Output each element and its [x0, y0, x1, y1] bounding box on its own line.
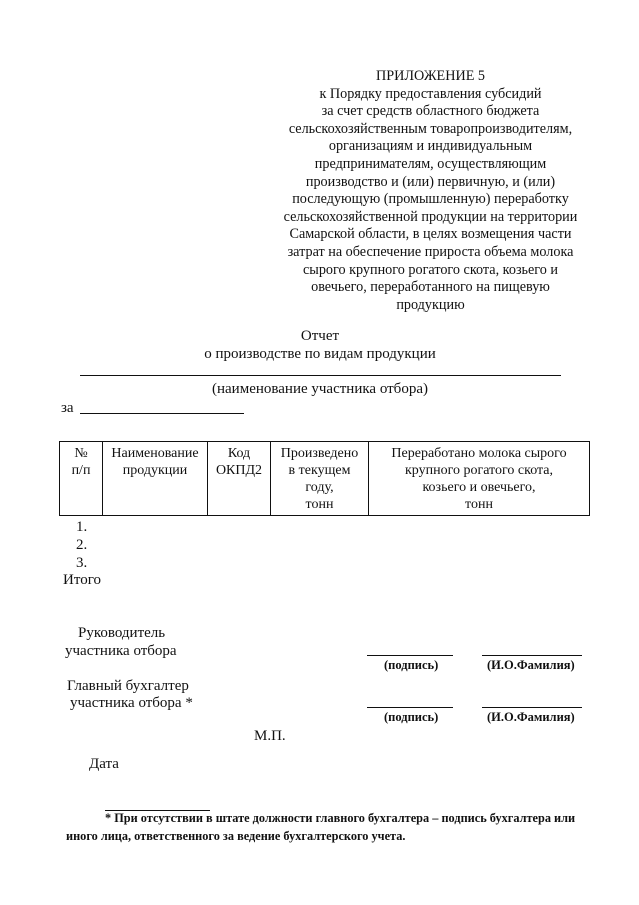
- appendix-line: сельскохозяйственным товаропроизводителям,: [288, 120, 573, 137]
- appendix-line: продукцию: [396, 296, 465, 313]
- name-caption: (И.О.Фамилия): [487, 658, 575, 672]
- signature-caption: (подпись): [384, 658, 439, 672]
- appendix-line: Самарской области, в целях возмещения части: [289, 226, 572, 243]
- header-text: крупного рогатого скота,: [404, 463, 554, 478]
- header-cell-produced: [271, 442, 369, 516]
- header-text: тонн: [465, 497, 493, 512]
- header-text: ОКПД2: [215, 463, 263, 478]
- header-text: продукции: [122, 463, 188, 478]
- list-item: 2.: [76, 537, 88, 553]
- signature-caption: (подпись): [384, 710, 439, 724]
- appendix-line: овечьего, переработанного на пищевую: [311, 279, 550, 296]
- accountant-name-line: [482, 707, 582, 708]
- footnote-line: иного лица, ответственного за ведение бухгалтерского учета.: [66, 829, 406, 843]
- list-item: 1.: [76, 519, 88, 535]
- participant-name-line: [80, 375, 561, 376]
- header-text: году,: [305, 480, 334, 495]
- header-cell-product-name: [103, 442, 208, 516]
- header-text: Переработано молока сырого: [391, 446, 567, 461]
- appendix-line: сырого крупного рогатого скота, козьего и: [302, 261, 559, 278]
- header-text: п/п: [71, 463, 91, 478]
- appendix-title: ПРИЛОЖЕНИЕ 5: [375, 68, 486, 84]
- total-label: Итого: [63, 572, 101, 588]
- seal-label: М.П.: [254, 728, 286, 744]
- header-text: Произведено: [280, 446, 359, 461]
- footnote-line: * При отсутствии в штате должности главного бухгалтера – подпись бухгалтера или: [105, 811, 576, 825]
- appendix-line: последующую (промышленную) переработку: [292, 191, 569, 208]
- name-caption: (И.О.Фамилия): [487, 710, 575, 724]
- appendix-header: [258, 68, 603, 314]
- period-line: [80, 413, 244, 414]
- appendix-line: за счет средств областного бюджета: [321, 103, 540, 120]
- header-cell-number: [60, 442, 103, 516]
- header-cell-okpd2-code: [208, 442, 271, 516]
- appendix-line: затрат на обеспечение прироста объема молока: [287, 243, 574, 260]
- header-text: Наименование: [111, 446, 199, 461]
- report-subtitle: о производстве по видам продукции: [204, 346, 436, 362]
- appendix-line: производство и (или) первичную, и (или): [305, 173, 556, 190]
- header-text: тонн: [305, 497, 334, 512]
- accountant-label: Главный бухгалтер: [67, 678, 189, 694]
- participant-caption: (наименование участника отбора): [212, 381, 428, 397]
- header-text: Код: [227, 446, 251, 461]
- head-label: участника отбора: [65, 643, 177, 659]
- list-item: 3.: [76, 555, 88, 571]
- appendix-line: предпринимателям, осуществляющим: [314, 155, 547, 172]
- header-text: козьего и овечьего,: [422, 480, 536, 495]
- head-name-line: [482, 655, 582, 656]
- head-label: Руководитель: [78, 625, 166, 641]
- head-signature-line: [367, 655, 453, 656]
- header-cell-processed-milk: [369, 442, 590, 516]
- report-title: Отчет: [300, 328, 340, 344]
- period-label: за: [61, 400, 74, 416]
- header-text: в текущем: [288, 463, 351, 478]
- header-text: №: [74, 446, 88, 461]
- accountant-signature-line: [367, 707, 453, 708]
- appendix-line: к Порядку предоставления субсидий: [319, 85, 542, 102]
- date-label: Дата: [89, 756, 119, 772]
- table-header-row: [60, 442, 590, 516]
- appendix-line: организациям и индивидуальным: [328, 138, 533, 155]
- report-table: [59, 441, 590, 516]
- accountant-label: участника отбора *: [70, 695, 193, 711]
- appendix-line: сельскохозяйственной продукции на территории: [283, 208, 578, 225]
